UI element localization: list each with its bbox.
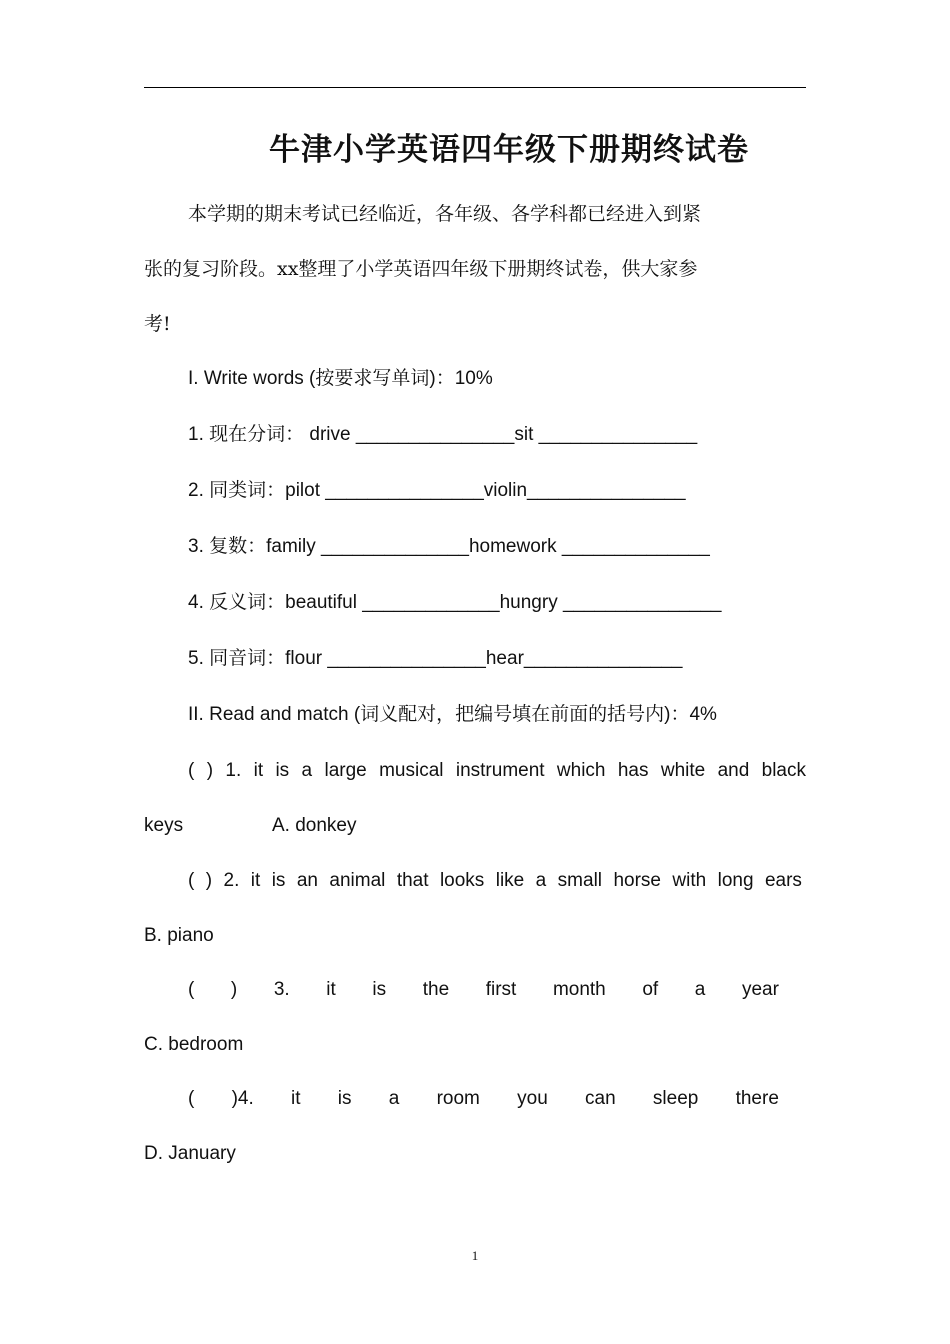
question-word: is (275, 760, 290, 781)
option-a: A. donkey (272, 815, 357, 836)
section1-item-3: 3. 复数：family ______________homework ______________ (188, 536, 710, 557)
question-word: you (517, 1088, 548, 1109)
question-word: ) (230, 979, 238, 1000)
question-word: ears (764, 870, 802, 891)
question-3-line (188, 977, 779, 1003)
question-word: musical (379, 760, 444, 781)
question-word: horse (613, 870, 661, 891)
option-c: C. bedroom (144, 1034, 244, 1055)
question-word: it (253, 760, 264, 781)
question-word: large (324, 760, 367, 781)
question-word: there (735, 1088, 779, 1109)
question-word: instrument (455, 760, 545, 781)
section1-item-1: 1. 现在分词： drive _______________sit _______________ (188, 424, 698, 445)
question-word: a (388, 1088, 400, 1109)
question-word: like (495, 870, 525, 891)
option-b: B. piano (144, 925, 214, 946)
section1-item-5: 5. 同音词：flour _______________hear_______________ (188, 648, 683, 669)
question-word: is (337, 1088, 352, 1109)
question-1-tail: keys (144, 815, 184, 836)
question-word: it (250, 870, 261, 891)
question-word: small (557, 870, 603, 891)
question-word: ( (188, 979, 195, 1000)
question-word: 3. (273, 979, 290, 1000)
option-d: D. January (144, 1143, 236, 1164)
question-1-tail-line (144, 813, 806, 839)
question-word: year (741, 979, 779, 1000)
question-word: month (552, 979, 606, 1000)
section1-heading: I. Write words (按要求写单词)：10% (188, 368, 493, 389)
question-word: ) (205, 870, 213, 891)
question-word: white (660, 760, 706, 781)
question-word: and (717, 760, 750, 781)
question-word: is (271, 870, 286, 891)
intro-line-2: 张的复习阶段。xx整理了小学英语四年级下册期终试卷，供大家参 (144, 258, 698, 280)
question-word: ( (188, 760, 195, 781)
question-word: a (694, 979, 706, 1000)
question-word: ( (188, 1088, 195, 1109)
question-word: the (422, 979, 450, 1000)
question-word: of (642, 979, 659, 1000)
question-word: can (585, 1088, 616, 1109)
question-word: black (761, 760, 806, 781)
question-word: room (436, 1088, 480, 1109)
question-word: that (396, 870, 429, 891)
question-word: it (291, 1088, 301, 1109)
question-word: ) (206, 760, 214, 781)
question-word: an (296, 870, 318, 891)
question-word: it (326, 979, 336, 1000)
question-word: looks (439, 870, 485, 891)
question-word: a (535, 870, 547, 891)
section1-item-4: 4. 反义词：beautiful _____________hungry _______________ (188, 592, 722, 613)
question-word: with (672, 870, 707, 891)
question-word: long (717, 870, 754, 891)
intro-line-3: 考! (144, 313, 171, 335)
question-word: which (556, 760, 606, 781)
question-word: sleep (652, 1088, 699, 1109)
question-2-line (188, 868, 802, 894)
page-number: 1 (471, 1248, 479, 1263)
question-word: )4. (231, 1088, 254, 1109)
question-1-line (188, 758, 806, 784)
question-word: has (617, 760, 649, 781)
header-rule (144, 87, 806, 88)
question-word: ( (188, 870, 195, 891)
question-word: a (301, 760, 313, 781)
question-word: 2. (223, 870, 240, 891)
section1-item-2: 2. 同类词：pilot _______________violin_______________ (188, 480, 686, 501)
section2-heading: II. Read and match (词义配对，把编号填在前面的括号内)：4% (188, 704, 717, 725)
question-word: animal (329, 870, 386, 891)
intro-line-1: 本学期的期末考试已经临近，各年级、各学科都已经进入到紧 (188, 203, 702, 225)
question-4-line (188, 1086, 779, 1112)
question-word: is (372, 979, 387, 1000)
page-title: 牛津小学英语四年级下册期终试卷 (269, 132, 749, 168)
question-word: first (485, 979, 517, 1000)
question-word: 1. (225, 760, 242, 781)
